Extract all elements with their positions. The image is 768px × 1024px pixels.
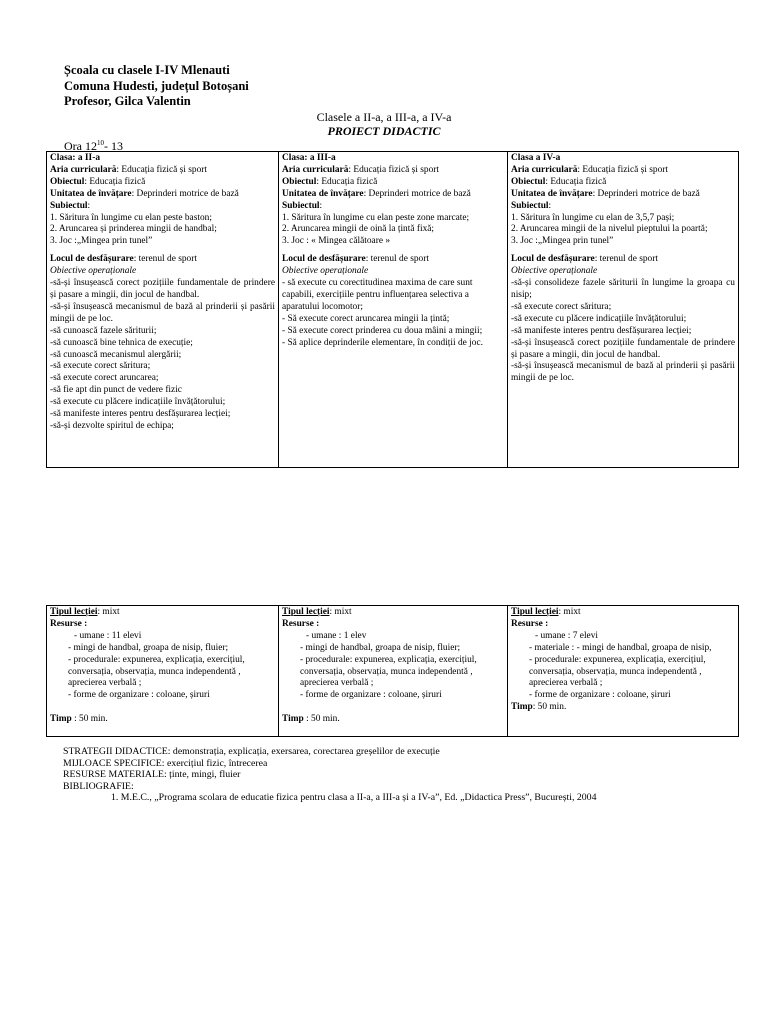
subject-value: : Educația fizică [316, 176, 378, 187]
class-2-cell [47, 152, 279, 468]
objective-item: -să manifeste interes pentru desfășurarea lecției; [511, 325, 692, 336]
objectives-label: Obiective operaționale [511, 266, 598, 277]
objective-item: -să execute corect aruncarea; [50, 373, 159, 384]
lesson-type-label: Tipul lecției [50, 607, 98, 617]
time-label: Timp [511, 702, 533, 713]
lesson-type-label: Tipul lecției [282, 607, 330, 617]
topic-label-colon: : [319, 200, 323, 211]
aria-label: Aria curriculară [511, 164, 578, 175]
document-header [64, 63, 249, 110]
class-2-resources-cell [47, 606, 279, 737]
objectives-label: Obiective operaționale [282, 266, 369, 277]
objective-item: -să-și însușească corect pozițiile fundamentale de prindere și pasare a mingii, din jocul de handbal. [50, 278, 275, 300]
objective-item: - Să execute corect prinderea cu doua mâini a mingii; [282, 325, 483, 336]
topic-label-colon: : [548, 200, 552, 211]
objective-item: -să execute cu plăcere indicațiile învățătorului; [50, 397, 226, 408]
objective-item: -să execute corect săritura; [511, 301, 612, 312]
class-3-cell [279, 152, 508, 468]
resource-item: - procedurale: expunerea, explicația, exercițiul, conversația, observația, munca independentă , aprecierea verbală ; [529, 654, 706, 689]
unit-label: Unitatea de învățare [282, 188, 364, 199]
objective-item: -să fie apt din punct de vedere fizic [50, 385, 182, 396]
specific-means-line: MIJLOACE SPECIFICE: exercițiul fizic, întrecerea [63, 757, 268, 769]
resource-item: - procedurale: expunerea, explicația, exercițiul, conversația, observația, munca independentă , aprecierea verbală ; [300, 654, 477, 689]
resource-item: - materiale : - mingi de handbal, groapa de nisip, [529, 642, 712, 653]
subject-value: : Educația fizică [545, 176, 607, 187]
resource-item: - umane : 1 elev [306, 630, 367, 641]
location-label: Locul de desfășurare [511, 254, 595, 265]
location-value: : terenul de sport [365, 254, 429, 265]
school-name: Școala cu clasele I-IV Mlenauti [64, 63, 230, 77]
lesson-type-value: : mixt [558, 607, 581, 617]
objective-item: -să cunoască mecanismul alergării; [50, 349, 182, 360]
lesson-type-value: : mixt [329, 607, 352, 617]
subject-label: Obiectul [50, 176, 85, 187]
subject-label: Obiectul [511, 176, 546, 187]
topic-label: Subiectul [50, 200, 88, 211]
lesson-type-value: : mixt [97, 607, 120, 617]
footer-notes [63, 746, 596, 804]
resource-item: - umane : 7 elevi [535, 630, 598, 641]
topic-item: 2. Aruncarea și prinderea mingii de handbal; [50, 224, 217, 235]
resource-item: - forme de organizare : coloane, șiruri [68, 690, 210, 701]
resource-item: - mingi de handbal, groapa de nisip, fluier; [300, 642, 461, 653]
topic-item: 3. Joc : « Mingea călătoare » [282, 236, 391, 247]
aria-label: Aria curriculară [50, 164, 117, 175]
class-3-resources-cell [279, 606, 508, 737]
unit-value: : Deprinderi motrice de bază [363, 188, 471, 199]
objective-item: - Să execute corect aruncarea mingii la țintă; [282, 313, 450, 324]
class-label: Clasa a IV-a [511, 153, 561, 163]
teacher-name: Profesor, Gilca Valentin [64, 94, 191, 108]
class-4-resources-cell [508, 606, 739, 737]
objective-item: -să manifeste interes pentru desfășurarea lecției; [50, 409, 231, 420]
topic-label-colon: : [87, 200, 91, 211]
time-value: : 50 min. [303, 714, 340, 725]
topic-item: 2. Aruncarea mingii de oină la țintă fixă; [282, 224, 435, 235]
lesson-resources-table [46, 605, 739, 737]
material-resources-line: RESURSE MATERIALE: ținte, mingi, fluier [63, 769, 241, 781]
class-4-cell [508, 152, 739, 468]
topic-label: Subiectul [511, 200, 549, 211]
objective-item: -să execute cu plăcere indicațiile învățătorului; [511, 313, 687, 324]
time-label: Timp [282, 714, 304, 725]
lesson-type-label: Tipul lecției [511, 607, 559, 617]
objective-item: - Să aplice deprinderile elementare, în condiții de joc. [282, 337, 483, 348]
unit-label: Unitatea de învățare [511, 188, 593, 199]
aria-value: : Educația fizică și sport [577, 164, 668, 175]
topic-item: 3. Joc :„Mingea prin tunel” [50, 236, 153, 247]
resource-item: - forme de organizare : coloane, șiruri [529, 690, 671, 701]
time-sup: 10 [97, 139, 104, 147]
objective-item: -să-și consolideze fazele săriturii în lungime la groapa cu nisip; [511, 278, 735, 300]
topic-label: Subiectul [282, 200, 320, 211]
resources-label: Resurse : [511, 618, 549, 629]
topic-item: 1. Săritura în lungime cu elan peste baston; [50, 212, 212, 223]
objective-item: -să-și însușească mecanismul de bază al prinderii și pasării mingii de pe loc. [511, 361, 735, 384]
time-label: Timp [50, 714, 72, 725]
lesson-plan-table [46, 151, 739, 468]
topic-item: 1. Săritura în lungime cu elan de 3,5,7 pași; [511, 212, 675, 223]
resource-item: - forme de organizare : coloane, șiruri [300, 690, 442, 701]
class-label: Clasa: a II-a [50, 153, 101, 163]
location-label: Locul de desfășurare [50, 254, 134, 265]
aria-value: : Educația fizică și sport [348, 164, 439, 175]
classes-line: Clasele a II-a, a III-a, a IV-a [316, 110, 452, 124]
resource-item: - procedurale: expunerea, explicația, exercițiul, conversația, observația, munca independentă , aprecierea verbală ; [68, 654, 245, 689]
class-label: Clasa: a III-a [282, 153, 336, 163]
objective-item: -să-și dezvolte spiritul de echipa; [50, 420, 174, 431]
topic-item: 1. Săritura în lungime cu elan peste zone marcate; [282, 212, 470, 223]
resource-item: - mingi de handbal, groapa de nisip, fluier; [68, 642, 229, 653]
project-title: PROIECT DIDACTIC [327, 124, 441, 138]
location-value: : terenul de sport [133, 254, 197, 265]
topic-item: 2. Aruncarea mingii de la nivelul pieptului la poartă; [511, 224, 708, 235]
subject-value: : Educația fizică [84, 176, 146, 187]
objectives-label: Obiective operaționale [50, 266, 137, 277]
time-value: : 50 min. [532, 702, 567, 713]
location-label: Locul de desfășurare [282, 254, 366, 265]
aria-value: : Educația fizică și sport [116, 164, 207, 175]
time-value: : 50 min. [71, 714, 108, 725]
objective-item: -să execute corect săritura; [50, 361, 151, 372]
unit-value: : Deprinderi motrice de bază [592, 188, 700, 199]
time-rest: - 13 [104, 139, 123, 153]
bibliography-label: BIBLIOGRAFIE: [63, 780, 134, 792]
resources-label: Resurse : [282, 618, 320, 629]
bibliography-item: 1. M.E.C., „Programa scolara de educatie fizica pentru clasa a II-a, a III-a și a IV-a”, Ed. „Didactica Press”, București, 2004 [111, 792, 597, 804]
subject-label: Obiectul [282, 176, 317, 187]
objective-item: -să cunoască fazele săriturii; [50, 325, 157, 336]
strategies-line: STRATEGII DIDACTICE: demonstrația, explicația, exersarea, corectarea greșelilor de execuție [63, 746, 440, 757]
time-label: Ora 12 [64, 139, 97, 153]
unit-label: Unitatea de învățare [50, 188, 132, 199]
resources-label: Resurse : [50, 618, 88, 629]
objective-item: - să execute cu corectitudinea maxima de care sunt capabili, exercițiile pentru influențarea selectiva a aparatului locomotor; [282, 278, 473, 312]
objective-item: -să cunoască bine tehnica de execuție; [50, 337, 193, 348]
location-value: : terenul de sport [594, 254, 658, 265]
commune-name: Comuna Hudesti, județul Botoșani [64, 78, 249, 93]
unit-value: : Deprinderi motrice de bază [131, 188, 239, 199]
aria-label: Aria curriculară [282, 164, 349, 175]
topic-item: 3. Joc :„Mingea prin tunel” [511, 236, 614, 247]
objective-item: -să-și însușească mecanismul de bază al prinderii și pasării mingii de pe loc. [50, 301, 275, 324]
resource-item: - umane : 11 elevi [74, 630, 142, 641]
objective-item: -să-și însușească corect pozițiile fundamentale de prindere și pasare a mingii, din jocul de handbal. [511, 337, 735, 360]
